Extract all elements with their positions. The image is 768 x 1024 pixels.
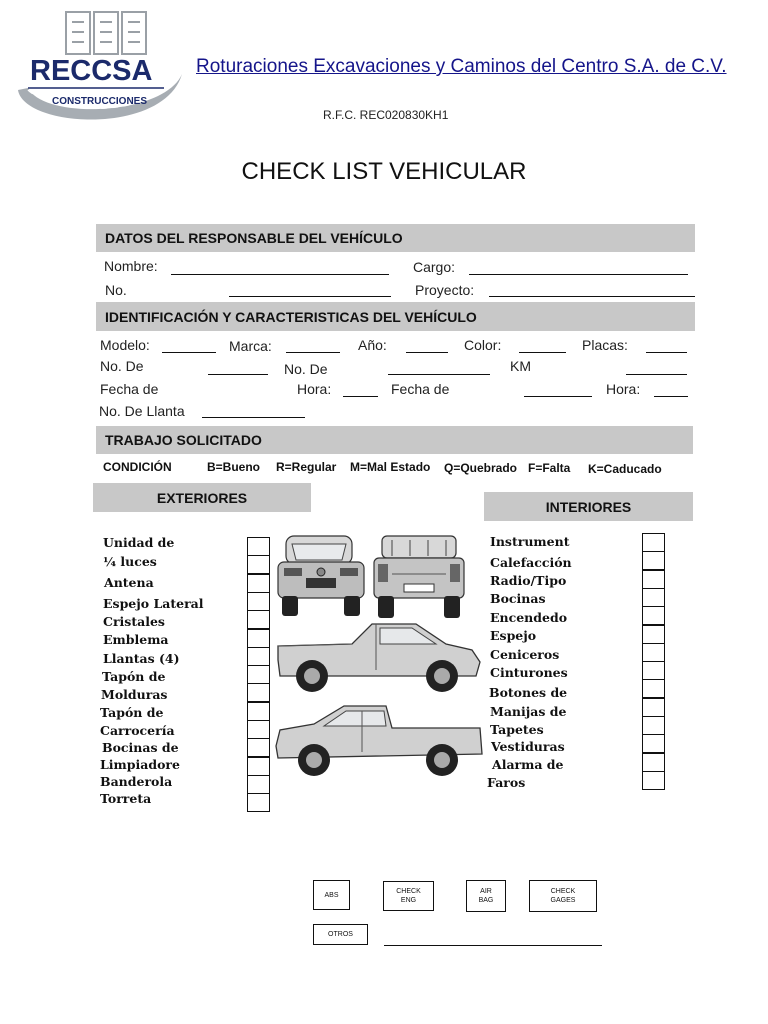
exterior-item-label: Bocinas de <box>102 740 179 755</box>
input-hora-1[interactable] <box>343 384 378 397</box>
company-name: Roturaciones Excavaciones y Caminos del Centro S.A. de C.V. <box>196 56 727 77</box>
interior-checkbox[interactable] <box>642 679 665 698</box>
interior-item-label: Ceniceros <box>490 647 560 662</box>
exterior-item-label: Espejo Lateral <box>103 596 204 611</box>
condicion-caducado: K=Caducado <box>588 462 662 476</box>
label-km: KM <box>510 358 531 374</box>
condicion-bueno: B=Bueno <box>207 460 261 474</box>
abs-indicator-box[interactable] <box>313 880 350 910</box>
otros-box[interactable] <box>313 924 368 945</box>
condicion-quebrado: Q=Quebrado <box>444 461 518 475</box>
interior-item-label: Botones de <box>489 685 568 700</box>
logo-text: RECCSA <box>30 55 153 87</box>
input-modelo[interactable] <box>162 340 216 353</box>
exterior-item-label: Tapón de <box>100 705 164 720</box>
label-modelo: Modelo: <box>100 337 150 353</box>
exterior-item-label: Antena <box>104 575 154 590</box>
vehicle-diagram <box>270 530 485 790</box>
interior-item-label: Manijas de <box>490 704 567 719</box>
interiores-header <box>484 492 693 521</box>
interior-checkbox[interactable] <box>642 643 665 662</box>
check-gages-indicator-box[interactable] <box>529 880 597 912</box>
air-bag-label-line1: AIR <box>480 888 492 895</box>
exterior-checkbox[interactable] <box>247 592 270 611</box>
page-title: CHECK LIST VEHICULAR <box>241 158 527 185</box>
interior-checkbox[interactable] <box>642 570 665 589</box>
exterior-checkbox[interactable] <box>247 720 270 739</box>
exterior-checkbox[interactable] <box>247 629 270 648</box>
label-nombre: Nombre: <box>104 258 158 274</box>
exterior-item-label: Llantas (4) <box>103 651 180 666</box>
section-title-identificacion: IDENTIFICACIÓN Y CARACTERISTICAS DEL VEHÍCULO <box>105 308 477 325</box>
section-bar-trabajo <box>96 426 693 454</box>
exterior-checkbox[interactable] <box>247 574 270 593</box>
otros-input-line[interactable] <box>384 933 602 946</box>
otros-label: OTROS <box>328 931 353 938</box>
logo-subtext: CONSTRUCCIONES <box>52 96 148 107</box>
exterior-checkbox[interactable] <box>247 647 270 666</box>
exterior-item-label: Carrocería <box>100 723 175 738</box>
air-bag-label-line2: BAG <box>478 897 494 904</box>
vehicle-front-view <box>278 536 364 616</box>
label-no-de-1: No. De <box>100 358 144 374</box>
input-cargo[interactable] <box>469 262 688 275</box>
input-hora-2[interactable] <box>654 384 688 397</box>
interior-checkbox[interactable] <box>642 588 665 607</box>
label-fecha-de-2: Fecha de <box>391 381 450 397</box>
interior-item-label: Encendedo <box>490 610 568 625</box>
check-gages-label-line2: GAGES <box>550 897 576 904</box>
rfc-number: R.F.C. REC020830KH1 <box>323 108 449 122</box>
exterior-item-label: Banderola <box>100 774 173 789</box>
air-bag-indicator-box[interactable] <box>466 880 506 912</box>
exterior-checkbox[interactable] <box>247 537 270 556</box>
abs-label: ABS <box>324 891 339 899</box>
input-placas[interactable] <box>646 340 687 353</box>
interior-item-label: Bocinas <box>490 591 546 606</box>
interior-item-label: Espejo <box>490 628 537 643</box>
exterior-item-label: Torreta <box>100 791 152 806</box>
label-marca: Marca: <box>229 338 272 354</box>
interior-item-label: Tapetes <box>490 722 544 737</box>
check-gages-label-line1: CHECK <box>550 888 576 895</box>
exterior-checkbox[interactable] <box>247 775 270 794</box>
condicion-regular: R=Regular <box>276 460 337 474</box>
interior-checkbox[interactable] <box>642 551 665 570</box>
label-hora-2: Hora: <box>606 381 641 397</box>
input-ano[interactable] <box>406 340 448 353</box>
exteriores-header <box>93 483 311 512</box>
exterior-item-label: Unidad de <box>103 535 175 550</box>
condicion-mal-estado: M=Mal Estado <box>350 460 431 474</box>
section-title-responsable: DATOS DEL RESPONSABLE DEL VEHÍCULO <box>105 230 403 246</box>
interior-item-label: Instrument <box>490 534 570 549</box>
condicion-label: CONDICIÓN <box>103 460 172 474</box>
check-eng-label-line2: ENG <box>400 897 417 904</box>
exterior-item-label: Emblema <box>103 632 169 647</box>
interior-checkbox[interactable] <box>642 698 665 717</box>
vehicle-rear-view <box>374 536 464 618</box>
input-color[interactable] <box>519 340 566 353</box>
interior-checkbox[interactable] <box>642 771 665 790</box>
exterior-checkbox[interactable] <box>247 610 270 629</box>
label-color: Color: <box>464 337 502 353</box>
vehicle-side-view-1 <box>278 624 480 692</box>
exterior-checkbox[interactable] <box>247 665 270 684</box>
interior-checkbox[interactable] <box>642 606 665 625</box>
exterior-item-label: Cristales <box>103 614 165 629</box>
check-eng-label-line1: CHECK <box>396 888 421 895</box>
input-no[interactable] <box>229 284 391 297</box>
interior-checkbox[interactable] <box>642 661 665 680</box>
interior-checkbox[interactable] <box>642 716 665 735</box>
input-no-de-1[interactable] <box>208 362 268 375</box>
label-no-de-llanta: No. De Llanta <box>99 403 185 419</box>
interior-checkbox[interactable] <box>642 625 665 644</box>
exterior-item-label: Molduras <box>101 687 168 702</box>
label-cargo: Cargo: <box>413 259 456 275</box>
label-hora-1: Hora: <box>297 381 332 397</box>
exteriores-title: EXTERIORES <box>156 489 248 506</box>
exterior-checkbox[interactable] <box>247 555 270 574</box>
label-ano: Año: <box>358 337 387 353</box>
label-placas: Placas: <box>582 337 628 353</box>
exterior-checkbox[interactable] <box>247 738 270 757</box>
interior-item-label: Vestiduras <box>491 739 565 754</box>
exterior-checkbox[interactable] <box>247 757 270 776</box>
exterior-checkbox[interactable] <box>247 702 270 721</box>
exterior-item-label: Limpiadore <box>100 757 180 772</box>
label-no-de-2: No. De <box>284 361 328 377</box>
interior-item-label: Cinturones <box>490 665 568 680</box>
input-proyecto[interactable] <box>489 284 695 297</box>
input-nombre[interactable] <box>171 262 389 275</box>
check-eng-indicator-box[interactable] <box>383 881 434 911</box>
exterior-item-label: ¼ luces <box>103 554 157 569</box>
section-title-trabajo: TRABAJO SOLICITADO <box>105 432 262 448</box>
exterior-item-label: Tapón de <box>102 669 166 684</box>
section-bar-responsable <box>96 224 695 252</box>
interior-item-label: Alarma de <box>492 757 564 772</box>
input-fecha-de-2[interactable] <box>524 384 592 397</box>
label-no: No. <box>105 282 127 298</box>
label-fecha-de-1: Fecha de <box>100 381 159 397</box>
interior-checkbox[interactable] <box>642 533 665 552</box>
interiores-title: INTERIORES <box>545 498 632 515</box>
condicion-falta: F=Falta <box>528 461 571 475</box>
input-no-de-llanta[interactable] <box>202 405 305 418</box>
input-no-de-2[interactable] <box>388 362 490 375</box>
exterior-checkbox[interactable] <box>247 683 270 702</box>
vehicle-side-view-2 <box>276 706 482 776</box>
interior-checkbox[interactable] <box>642 734 665 753</box>
interior-item-label: Calefacción <box>490 555 572 570</box>
section-bar-identificacion <box>96 302 695 331</box>
label-proyecto: Proyecto: <box>415 282 475 298</box>
input-marca[interactable] <box>286 340 340 353</box>
company-logo <box>14 8 189 130</box>
interior-item-label: Faros <box>487 775 526 790</box>
input-km[interactable] <box>626 362 687 375</box>
exterior-checkbox[interactable] <box>247 793 270 812</box>
interior-checkbox[interactable] <box>642 753 665 772</box>
interior-item-label: Radio/Tipo <box>490 573 567 588</box>
